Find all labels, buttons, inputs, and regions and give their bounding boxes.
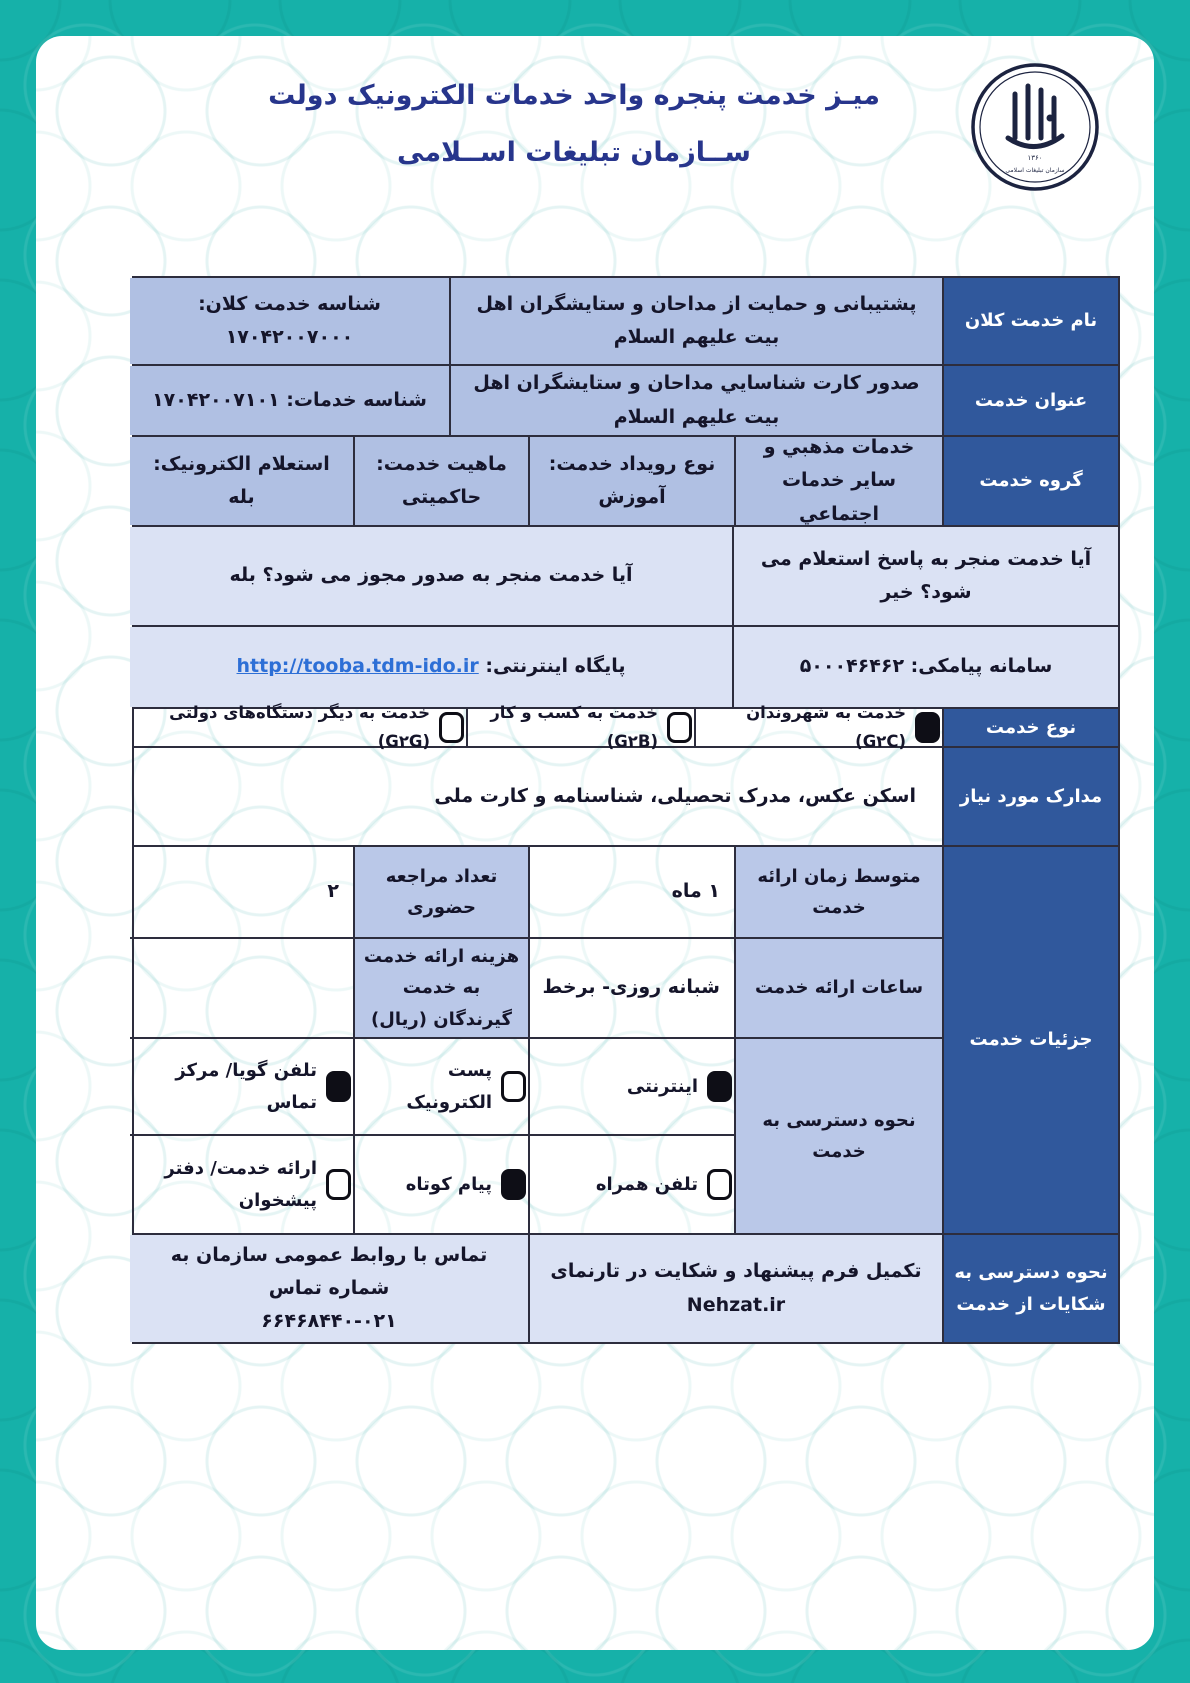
header-complaints-access: نحوه دسترسی به شکایات از خدمت: [942, 1235, 1118, 1342]
website-label: پایگاه اینترنتی:: [485, 655, 626, 678]
email-checkbox[interactable]: [501, 1071, 526, 1102]
visit-count-label: تعداد مراجعه حضوری: [353, 847, 528, 937]
g2g-checkbox[interactable]: [439, 712, 464, 743]
service-type-g2b-cell: [466, 702, 694, 751]
access-internet-cell: [528, 1039, 734, 1134]
ivr-checkbox[interactable]: [326, 1071, 351, 1102]
access-email-cell: [353, 1039, 528, 1134]
access-sms-cell: [353, 1136, 528, 1233]
header-service-group: گروه خدمت: [942, 437, 1118, 525]
access-options-stack: [130, 1039, 734, 1233]
details-row-average-time: [130, 847, 942, 939]
service-cost-value: [130, 939, 353, 1037]
complaints-phone-cell: [130, 1235, 528, 1342]
document-card: [36, 36, 1154, 1650]
access-row-1: [130, 1039, 734, 1136]
access-ivr-cell: [130, 1039, 353, 1134]
counter-label: ارائه خدمت/ دفتر پیشخوان: [164, 1158, 317, 1211]
document-header: [36, 48, 1154, 248]
complaints-phone-text: تماس با روابط عمومی سازمان به شماره تماس: [170, 1243, 488, 1299]
visit-count-value: ۲: [327, 880, 339, 903]
service-desk-title: میـز خدمت پنجره واحد خدمات الکترونیک دولت: [268, 80, 880, 111]
internet-label: اینترنتی: [626, 1075, 698, 1097]
access-counter-cell: [130, 1136, 353, 1233]
average-time-value: ۱ ماه: [528, 847, 734, 937]
ivr-label: تلفن گویا/ مرکز تماس: [175, 1060, 317, 1113]
details-row-hours: [130, 939, 942, 1039]
header-service-title: عنوان خدمت: [942, 366, 1118, 435]
table-row-service-details: [134, 847, 1118, 1235]
website-link[interactable]: http://tooba.tdm-ido.ir: [236, 655, 479, 678]
header-service-type: نوع خدمت: [942, 709, 1118, 746]
counter-checkbox[interactable]: [326, 1169, 351, 1200]
internet-checkbox[interactable]: [707, 1071, 732, 1102]
service-macro-name-value: پشتیبانی و حمایت از مداحان و ستایشگران اهل بیت علیهم السلام: [449, 278, 942, 364]
access-row-2: [130, 1136, 734, 1233]
service-id: شناسه خدمات: ۱۷۰۴۲۰۰۷۱۰۱: [130, 366, 449, 435]
svg-text:سازمان تبلیغات اسلامی: سازمان تبلیغات اسلامی: [1005, 167, 1065, 174]
complaints-phone-number: ۶۶۴۶۸۴۴۰-۰۲۱: [261, 1310, 397, 1333]
sms-label: پیام کوتاه: [405, 1173, 492, 1195]
title-block: [224, 80, 924, 168]
permit-issuance-question: آیا خدمت منجر به صدور مجوز می شود؟ بله: [130, 527, 732, 625]
g2b-checkbox[interactable]: [667, 712, 692, 743]
required-documents-value: اسکن عکس، مدرک تحصیلی، شناسنامه و کارت ملی: [434, 784, 916, 807]
table-row-service-group: [134, 437, 1118, 527]
table-row-inquiry: [134, 527, 1118, 627]
organization-logo-icon: [968, 60, 1102, 194]
service-event-type: نوع رویداد خدمت: آموزش: [528, 437, 734, 525]
table-row-service-name: [134, 278, 1118, 366]
header-service-details: جزئیات خدمت: [942, 847, 1118, 1233]
service-table: [132, 276, 1120, 1344]
service-title-value: صدور کارت شناسایي مداحان و ستایشگران اهل بیت علیهم السلام: [449, 366, 942, 435]
g2g-label: خدمت به دیگر دستگاه‌های دولتی (G۲G): [169, 702, 430, 751]
access-mobile-cell: [528, 1136, 734, 1233]
details-row-access: [130, 1039, 942, 1233]
service-type-g2g-cell: [130, 702, 466, 751]
sms-system-number: سامانه پیامکی: ۵۰۰۰۴۶۴۶۲: [732, 627, 1118, 707]
mobile-checkbox[interactable]: [707, 1169, 732, 1200]
service-hours-label: ساعات ارائه خدمت: [734, 939, 942, 1037]
g2b-label: خدمت به کسب و کار (G۲B): [490, 702, 658, 751]
table-row-service-title: [134, 366, 1118, 437]
service-cost-label: هزینه ارائه خدمت به خدمت گیرندگان (ریال): [353, 939, 528, 1037]
table-row-contact: [134, 627, 1118, 709]
service-type-g2c-cell: [694, 702, 942, 751]
header-required-documents: مدارک مورد نیاز: [942, 748, 1118, 845]
g2c-label: خدمت به شهروندان (G۲C): [746, 702, 906, 751]
mobile-label: تلفن همراه: [595, 1173, 698, 1195]
inquiry-response-question: آیا خدمت منجر به پاسخ استعلام می شود؟ خیر: [732, 527, 1118, 625]
g2c-checkbox[interactable]: [915, 712, 940, 743]
table-row-complaints: [134, 1235, 1118, 1342]
average-time-label: متوسط زمان ارائه خدمت: [734, 847, 942, 937]
header-service-macro-name: نام خدمت کلان: [942, 278, 1118, 364]
email-label: پست الکترونیک: [406, 1060, 492, 1113]
access-method-label: نحوه دسترسی به خدمت: [734, 1039, 942, 1233]
table-row-documents: [134, 748, 1118, 847]
organization-title: ســازمان تبلیغات اســلامی: [397, 137, 751, 168]
sms-checkbox[interactable]: [501, 1169, 526, 1200]
service-macro-id: شناسه خدمت کلان: ۱۷۰۴۲۰۰۷۰۰۰: [130, 278, 449, 364]
table-row-service-type: [134, 702, 1118, 751]
website-cell: [130, 627, 732, 707]
service-nature: ماهیت خدمت: حاکمیتی: [353, 437, 528, 525]
service-hours-value: شبانه روزی- برخط: [528, 939, 734, 1037]
service-group-category: خدمات مذهبي و سایر خدمات اجتماعي: [734, 437, 942, 525]
complaints-online-method: تکمیل فرم پیشنهاد و شکایت در تارنمای Nehzat.ir: [528, 1235, 942, 1342]
details-stack: [130, 847, 942, 1233]
svg-text:۱۳۶۰: ۱۳۶۰: [1027, 154, 1043, 162]
electronic-inquiry: استعلام الکترونیک: بله: [130, 437, 353, 525]
